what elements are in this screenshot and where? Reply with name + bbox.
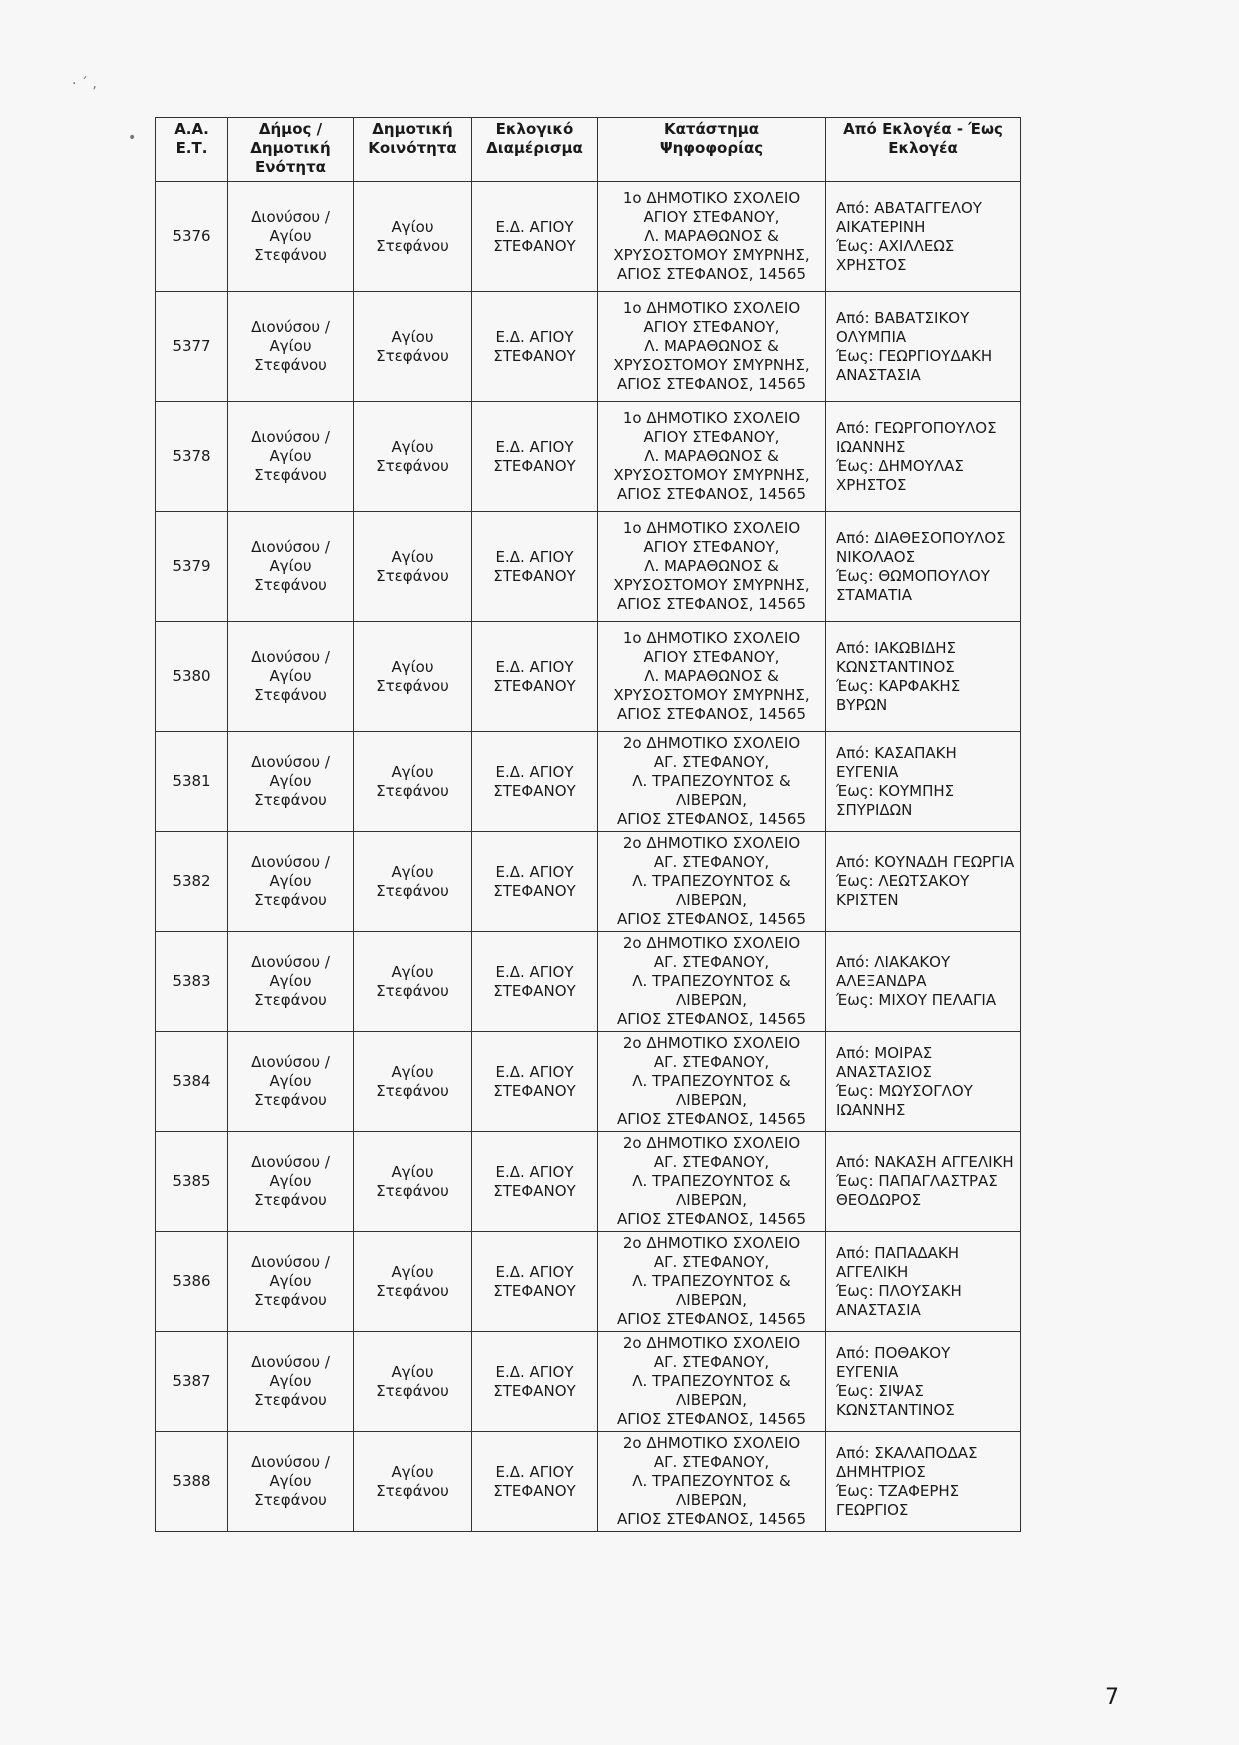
cell-station: 2ο ΔΗΜΟΤΙΚΟ ΣΧΟΛΕΙΟ ΑΓ. ΣΤΕΦΑΝΟΥ, Λ. ΤΡΑΠΕΖΟΥΝΤΟΣ & ΛΙΒΕΡΩΝ, ΑΓΙΟΣ ΣΤΕΦΑΝΟΣ, 14565 [598,932,826,1032]
cell-id: 5387 [156,1332,228,1432]
cell-id: 5382 [156,832,228,932]
cell-station: 1ο ΔΗΜΟΤΙΚΟ ΣΧΟΛΕΙΟ ΑΓΙΟΥ ΣΤΕΦΑΝΟΥ, Λ. ΜΑΡΑΘΩΝΟΣ & ΧΡΥΣΟΣΤΟΜΟΥ ΣΜΥΡΝΗΣ, ΑΓΙΟΣ ΣΤΕΦΑΝΟΣ, 14565 [598,182,826,292]
cell-station: 2ο ΔΗΜΟΤΙΚΟ ΣΧΟΛΕΙΟ ΑΓ. ΣΤΕΦΑΝΟΥ, Λ. ΤΡΑΠΕΖΟΥΝΤΟΣ & ΛΙΒΕΡΩΝ, ΑΓΙΟΣ ΣΤΕΦΑΝΟΣ, 14565 [598,1032,826,1132]
cell-district: Ε.Δ. ΑΓΙΟΥ ΣΤΕΦΑΝΟΥ [472,1032,598,1132]
cell-district: Ε.Δ. ΑΓΙΟΥ ΣΤΕΦΑΝΟΥ [472,732,598,832]
cell-municipality: Διονύσου / Αγίου Στεφάνου [228,732,354,832]
cell-id: 5383 [156,932,228,1032]
table-row [156,1232,1021,1332]
table-row [156,1332,1021,1432]
cell-community: Αγίου Στεφάνου [354,622,472,732]
table-row [156,1432,1021,1532]
cell-voters-range: Από: ΓΕΩΡΓΟΠΟΥΛΟΣ ΙΩΑΝΝΗΣ Έως: ΔΗΜΟΥΛΑΣ ΧΡΗΣΤΟΣ [826,402,1021,512]
cell-voters-range: Από: ΒΑΒΑΤΣΙΚΟΥ ΟΛΥΜΠΙΑ Έως: ΓΕΩΡΓΙΟΥΔΑΚΗ ΑΝΑΣΤΑΣΙΑ [826,292,1021,402]
cell-station: 2ο ΔΗΜΟΤΙΚΟ ΣΧΟΛΕΙΟ ΑΓ. ΣΤΕΦΑΝΟΥ, Λ. ΤΡΑΠΕΖΟΥΝΤΟΣ & ΛΙΒΕΡΩΝ, ΑΓΙΟΣ ΣΤΕΦΑΝΟΣ, 14565 [598,832,826,932]
cell-station: 2ο ΔΗΜΟΤΙΚΟ ΣΧΟΛΕΙΟ ΑΓ. ΣΤΕΦΑΝΟΥ, Λ. ΤΡΑΠΕΖΟΥΝΤΟΣ & ΛΙΒΕΡΩΝ, ΑΓΙΟΣ ΣΤΕΦΑΝΟΣ, 14565 [598,1132,826,1232]
cell-id: 5384 [156,1032,228,1132]
cell-municipality: Διονύσου / Αγίου Στεφάνου [228,512,354,622]
cell-id: 5378 [156,402,228,512]
cell-station: 2ο ΔΗΜΟΤΙΚΟ ΣΧΟΛΕΙΟ ΑΓ. ΣΤΕΦΑΝΟΥ, Λ. ΤΡΑΠΕΖΟΥΝΤΟΣ & ΛΙΒΕΡΩΝ, ΑΓΙΟΣ ΣΤΕΦΑΝΟΣ, 14565 [598,1432,826,1532]
cell-district: Ε.Δ. ΑΓΙΟΥ ΣΤΕΦΑΝΟΥ [472,1232,598,1332]
cell-municipality: Διονύσου / Αγίου Στεφάνου [228,402,354,512]
cell-district: Ε.Δ. ΑΓΙΟΥ ΣΤΕΦΑΝΟΥ [472,512,598,622]
cell-community: Αγίου Στεφάνου [354,1032,472,1132]
cell-voters-range: Από: ΣΚΑΛΑΠΟΔΑΣ ΔΗΜΗΤΡΙΟΣ Έως: ΤΖΑΦΕΡΗΣ ΓΕΩΡΓΙΟΣ [826,1432,1021,1532]
cell-community: Αγίου Στεφάνου [354,402,472,512]
cell-station: 2ο ΔΗΜΟΤΙΚΟ ΣΧΟΛΕΙΟ ΑΓ. ΣΤΕΦΑΝΟΥ, Λ. ΤΡΑΠΕΖΟΥΝΤΟΣ & ΛΙΒΕΡΩΝ, ΑΓΙΟΣ ΣΤΕΦΑΝΟΣ, 14565 [598,1332,826,1432]
table-row [156,1132,1021,1232]
cell-district: Ε.Δ. ΑΓΙΟΥ ΣΤΕΦΑΝΟΥ [472,832,598,932]
table-row [156,732,1021,832]
cell-community: Αγίου Στεφάνου [354,1332,472,1432]
header-station: Κατάστημα Ψηφοφορίας [598,118,826,182]
cell-voters-range: Από: ΠΟΘΑΚΟΥ ΕΥΓΕΝΙΑ Έως: ΣΙΨΑΣ ΚΩΝΣΤΑΝΤΙΝΟΣ [826,1332,1021,1432]
cell-station: 1ο ΔΗΜΟΤΙΚΟ ΣΧΟΛΕΙΟ ΑΓΙΟΥ ΣΤΕΦΑΝΟΥ, Λ. ΜΑΡΑΘΩΝΟΣ & ΧΡΥΣΟΣΤΟΜΟΥ ΣΜΥΡΝΗΣ, ΑΓΙΟΣ ΣΤΕΦΑΝΟΣ, 14565 [598,292,826,402]
table-header-row [156,118,1021,182]
table-row [156,292,1021,402]
cell-community: Αγίου Στεφάνου [354,512,472,622]
cell-community: Αγίου Στεφάνου [354,1232,472,1332]
cell-community: Αγίου Στεφάνου [354,732,472,832]
table-row [156,932,1021,1032]
cell-community: Αγίου Στεφάνου [354,182,472,292]
cell-voters-range: Από: ΙΑΚΩΒΙΔΗΣ ΚΩΝΣΤΑΝΤΙΝΟΣ Έως: ΚΑΡΦΑΚΗΣ ΒΥΡΩΝ [826,622,1021,732]
cell-community: Αγίου Στεφάνου [354,1132,472,1232]
cell-municipality: Διονύσου / Αγίου Στεφάνου [228,1032,354,1132]
cell-municipality: Διονύσου / Αγίου Στεφάνου [228,1432,354,1532]
header-community: Δημοτική Κοινότητα [354,118,472,182]
cell-municipality: Διονύσου / Αγίου Στεφάνου [228,1132,354,1232]
header-voters-range: Από Εκλογέα - Έως Εκλογέα [826,118,1021,182]
cell-district: Ε.Δ. ΑΓΙΟΥ ΣΤΕΦΑΝΟΥ [472,622,598,732]
cell-municipality: Διονύσου / Αγίου Στεφάνου [228,292,354,402]
table-row [156,512,1021,622]
header-district: Εκλογικό Διαμέρισμα [472,118,598,182]
table-row [156,622,1021,732]
cell-id: 5377 [156,292,228,402]
header-id: Α.Α. Ε.Τ. [156,118,228,182]
cell-id: 5379 [156,512,228,622]
header-municipality: Δήμος / Δημοτική Ενότητα [228,118,354,182]
cell-district: Ε.Δ. ΑΓΙΟΥ ΣΤΕΦΑΝΟΥ [472,182,598,292]
cell-voters-range: Από: ΚΟΥΝΑΔΗ ΓΕΩΡΓΙΑ Έως: ΛΕΩΤΣΑΚΟΥ ΚΡΙΣΤΕΝ [826,832,1021,932]
page-number: 7 [1105,1685,1119,1710]
cell-id: 5376 [156,182,228,292]
cell-municipality: Διονύσου / Αγίου Στεφάνου [228,832,354,932]
table-row [156,182,1021,292]
cell-municipality: Διονύσου / Αγίου Στεφάνου [228,182,354,292]
cell-voters-range: Από: ΠΑΠΑΔΑΚΗ ΑΓΓΕΛΙΚΗ Έως: ΠΛΟΥΣΑΚΗ ΑΝΑΣΤΑΣΙΑ [826,1232,1021,1332]
cell-voters-range: Από: ΝΑΚΑΣΗ ΑΓΓΕΛΙΚΗ Έως: ΠΑΠΑΓΛΑΣΤΡΑΣ ΘΕΟΔΩΡΟΣ [826,1132,1021,1232]
cell-voters-range: Από: ΛΙΑΚΑΚΟΥ ΑΛΕΞΑΝΔΡΑ Έως: ΜΙΧΟΥ ΠΕΛΑΓΙΑ [826,932,1021,1032]
cell-municipality: Διονύσου / Αγίου Στεφάνου [228,1332,354,1432]
cell-station: 1ο ΔΗΜΟΤΙΚΟ ΣΧΟΛΕΙΟ ΑΓΙΟΥ ΣΤΕΦΑΝΟΥ, Λ. ΜΑΡΑΘΩΝΟΣ & ΧΡΥΣΟΣΤΟΜΟΥ ΣΜΥΡΝΗΣ, ΑΓΙΟΣ ΣΤΕΦΑΝΟΣ, 14565 [598,622,826,732]
cell-station: 2ο ΔΗΜΟΤΙΚΟ ΣΧΟΛΕΙΟ ΑΓ. ΣΤΕΦΑΝΟΥ, Λ. ΤΡΑΠΕΖΟΥΝΤΟΣ & ΛΙΒΕΡΩΝ, ΑΓΙΟΣ ΣΤΕΦΑΝΟΣ, 14565 [598,732,826,832]
scan-speck: · ´ , [72,76,97,92]
scan-speck: • [128,130,137,146]
cell-municipality: Διονύσου / Αγίου Στεφάνου [228,1232,354,1332]
cell-id: 5380 [156,622,228,732]
cell-community: Αγίου Στεφάνου [354,832,472,932]
cell-municipality: Διονύσου / Αγίου Στεφάνου [228,932,354,1032]
polling-stations-table [155,117,1021,1532]
cell-voters-range: Από: ΑΒΑΤΑΓΓΕΛΟΥ ΑΙΚΑΤΕΡΙΝΗ Έως: ΑΧΙΛΛΕΩΣ ΧΡΗΣΤΟΣ [826,182,1021,292]
cell-district: Ε.Δ. ΑΓΙΟΥ ΣΤΕΦΑΝΟΥ [472,932,598,1032]
cell-community: Αγίου Στεφάνου [354,932,472,1032]
cell-community: Αγίου Στεφάνου [354,292,472,402]
cell-id: 5386 [156,1232,228,1332]
cell-station: 1ο ΔΗΜΟΤΙΚΟ ΣΧΟΛΕΙΟ ΑΓΙΟΥ ΣΤΕΦΑΝΟΥ, Λ. ΜΑΡΑΘΩΝΟΣ & ΧΡΥΣΟΣΤΟΜΟΥ ΣΜΥΡΝΗΣ, ΑΓΙΟΣ ΣΤΕΦΑΝΟΣ, 14565 [598,512,826,622]
cell-voters-range: Από: ΔΙΑΘΕΣΟΠΟΥΛΟΣ ΝΙΚΟΛΑΟΣ Έως: ΘΩΜΟΠΟΥΛΟΥ ΣΤΑΜΑΤΙΑ [826,512,1021,622]
cell-id: 5381 [156,732,228,832]
cell-id: 5388 [156,1432,228,1532]
table-row [156,1032,1021,1132]
cell-municipality: Διονύσου / Αγίου Στεφάνου [228,622,354,732]
cell-district: Ε.Δ. ΑΓΙΟΥ ΣΤΕΦΑΝΟΥ [472,1132,598,1232]
cell-community: Αγίου Στεφάνου [354,1432,472,1532]
table-row [156,832,1021,932]
cell-voters-range: Από: ΚΑΣΑΠΑΚΗ ΕΥΓΕΝΙΑ Έως: ΚΟΥΜΠΗΣ ΣΠΥΡΙΔΩΝ [826,732,1021,832]
table-row [156,402,1021,512]
cell-id: 5385 [156,1132,228,1232]
cell-district: Ε.Δ. ΑΓΙΟΥ ΣΤΕΦΑΝΟΥ [472,1332,598,1432]
cell-district: Ε.Δ. ΑΓΙΟΥ ΣΤΕΦΑΝΟΥ [472,1432,598,1532]
cell-voters-range: Από: ΜΟΙΡΑΣ ΑΝΑΣΤΑΣΙΟΣ Έως: ΜΩΥΣΟΓΛΟΥ ΙΩΑΝΝΗΣ [826,1032,1021,1132]
cell-district: Ε.Δ. ΑΓΙΟΥ ΣΤΕΦΑΝΟΥ [472,402,598,512]
cell-station: 1ο ΔΗΜΟΤΙΚΟ ΣΧΟΛΕΙΟ ΑΓΙΟΥ ΣΤΕΦΑΝΟΥ, Λ. ΜΑΡΑΘΩΝΟΣ & ΧΡΥΣΟΣΤΟΜΟΥ ΣΜΥΡΝΗΣ, ΑΓΙΟΣ ΣΤΕΦΑΝΟΣ, 14565 [598,402,826,512]
cell-district: Ε.Δ. ΑΓΙΟΥ ΣΤΕΦΑΝΟΥ [472,292,598,402]
table-body [156,182,1021,1532]
cell-station: 2ο ΔΗΜΟΤΙΚΟ ΣΧΟΛΕΙΟ ΑΓ. ΣΤΕΦΑΝΟΥ, Λ. ΤΡΑΠΕΖΟΥΝΤΟΣ & ΛΙΒΕΡΩΝ, ΑΓΙΟΣ ΣΤΕΦΑΝΟΣ, 14565 [598,1232,826,1332]
